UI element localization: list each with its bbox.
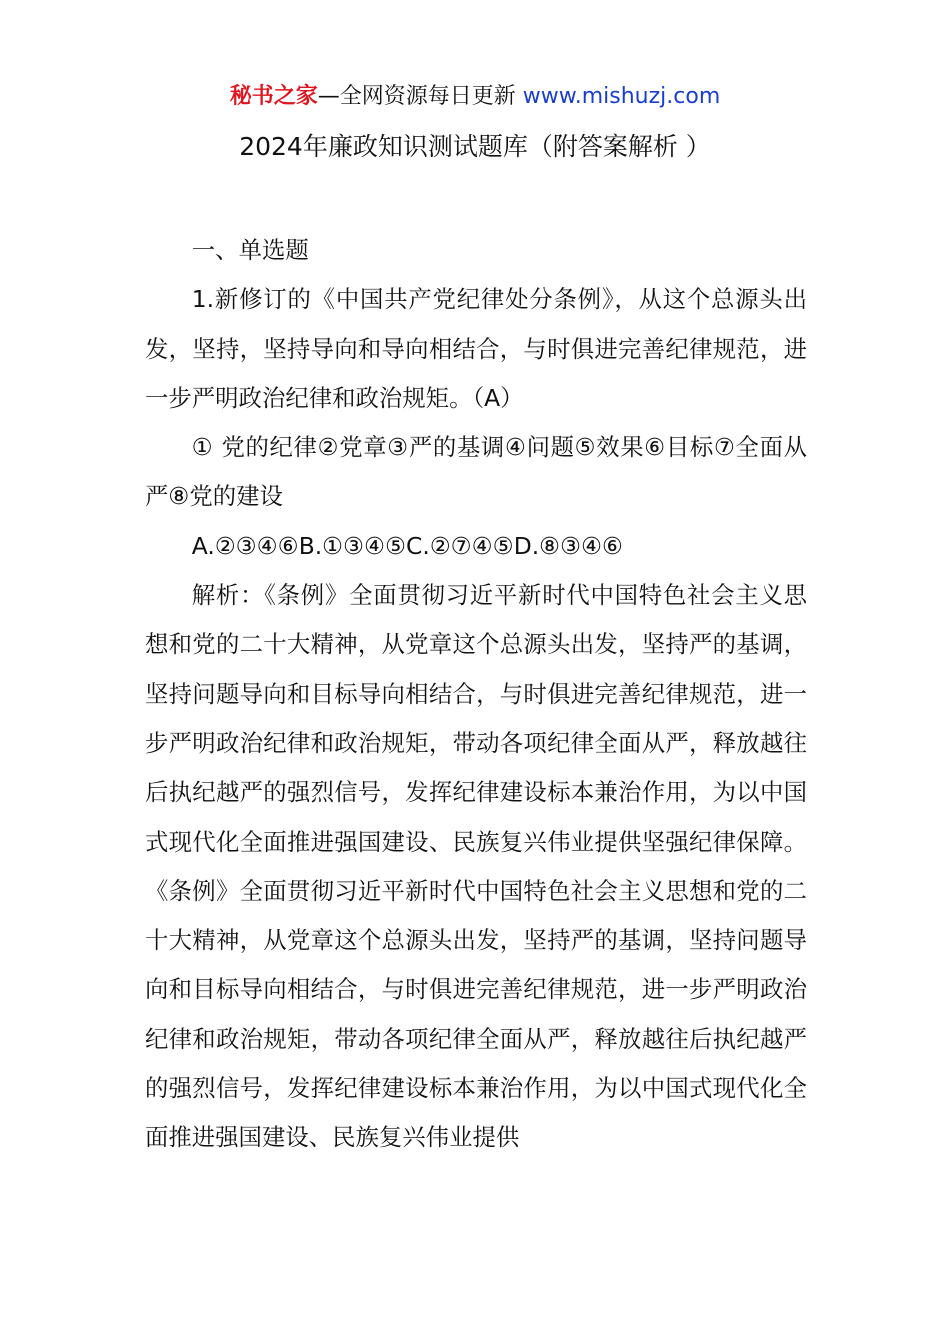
question-items: ① 党的纪律②党章③严的基调④问题⑤效果⑥目标⑦全面从严⑧党的建设 [145,433,808,511]
question-text: 1.新修订的《中国共产党纪律处分条例》，从这个总源头出发，坚持，坚持导向和导向相结合，与时俱进完善纪律规范，进一步严明政治纪律和政治规矩。（A） [145,285,807,412]
analysis-text: 解析：《条例》全面贯彻习近平新时代中国特色社会主义思想和党的二十大精神，从党章这个总源头出发，坚持严的基调，坚持问题导向和目标导向相结合，与时俱进完善纪律规范，进一步严明政治纪律和政治规矩，带动各项纪律全面从严，释放越往后执纪越严的强烈信号，发挥纪律建设标本兼治作用，为以中国式现代化全面推进强国建设、民族复兴伟业提供坚强纪律保障。《条例》全面贯彻习近平新时代中国特色社会主义思想和党的二十大精神，从党章这个总源头出发，坚持严的基调，坚持问题导向和目标导向相结合，与时俱进完善纪律规范，进一步严明政治纪律和政治规矩，带动各项纪律全面从严，释放越往后执纪越严的强烈信号，发挥纪律建设标本兼治作用，为以中国式现代化全面推进强国建设、民族复兴伟业提供 [145,581,807,1152]
document-title: 2024年廉政知识测试题库（附答案解析 ） [239,132,711,161]
header-tagline: —全网资源每日更新 [317,84,523,109]
brand-name: 秘书之家 [229,84,318,109]
site-header [0,82,950,112]
section-heading: 一、单选题 [191,236,309,264]
document-body [145,226,807,1163]
answer-options: A.②③④⑥B.①③④⑤C.②⑦④⑤D.⑧③④⑥ [191,531,624,560]
site-url-link[interactable]: www.mishuzj.com [522,84,721,109]
